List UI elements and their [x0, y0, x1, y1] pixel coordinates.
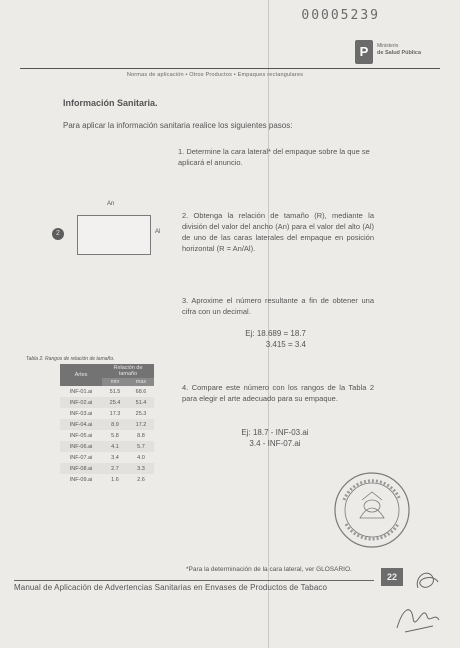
- table-row: [60, 419, 154, 430]
- table-row: [60, 397, 154, 408]
- step-3-example: [226, 328, 306, 350]
- package-diagram: [52, 195, 172, 265]
- cell-max: 3.3: [128, 463, 154, 474]
- signature-mark: [412, 566, 442, 596]
- step-4-example: [230, 427, 320, 449]
- cell-max: 2.6: [137, 476, 145, 483]
- table-row: [60, 474, 154, 485]
- logo-line-1: Ministerio: [377, 43, 399, 49]
- cell-max: 4.0: [137, 454, 145, 461]
- column-header-relacion: Relación de tamaño: [102, 364, 154, 378]
- cell-name: INF-07.ai: [69, 454, 93, 461]
- cell-min: 51.5: [109, 388, 121, 395]
- example-line: 3.4 - INF-07.ai: [249, 439, 301, 448]
- official-seal-stamp: [332, 470, 412, 550]
- cell-min: 5.8: [111, 432, 119, 439]
- column-header-artes: Artes: [60, 364, 102, 386]
- cell-name: INF-03.ai: [69, 410, 93, 417]
- cell-name: INF-08.ai: [60, 463, 102, 474]
- logo-mark-icon: P: [355, 40, 373, 64]
- cell-max: 51.4: [128, 397, 154, 408]
- footer-divider: [14, 580, 374, 581]
- cell-min: 2.7: [102, 463, 128, 474]
- cell-name: INF-06.ai: [60, 441, 102, 452]
- height-label: Al: [155, 229, 161, 235]
- step-3-text: 3. Aproxime el número resultante a fin de obtener una cifra con un decimal.: [182, 296, 374, 316]
- package-face-rectangle: [77, 215, 151, 255]
- example-line: Ej: 18.689 = 18.7: [245, 329, 306, 338]
- column-header-min: min: [102, 378, 128, 386]
- page-fold-line: [268, 0, 269, 648]
- table-row: [60, 441, 154, 452]
- table-row: [60, 463, 154, 474]
- step-bullet-icon: 2: [52, 228, 64, 240]
- cell-min: 25.4: [102, 397, 128, 408]
- logo-line-2: de Salud Pública: [377, 50, 422, 56]
- footnote: *Para la determinación de la cara lateral, ver GLOSARIO.: [186, 566, 352, 573]
- logo-text: [377, 43, 421, 57]
- table-caption: Tabla 2. Rangos de relación de tamaño.: [26, 356, 115, 362]
- cell-max: 8.8: [137, 432, 145, 439]
- handwritten-signature: [393, 598, 443, 638]
- table-row: [60, 408, 154, 419]
- ministry-logo: [355, 40, 455, 66]
- table-row: [60, 430, 154, 441]
- table-row: [60, 452, 154, 463]
- section-title: Información Sanitaria.: [63, 98, 158, 108]
- manual-title: Manual de Aplicación de Advertencias Sanitarias en Envases de Productos de Tabaco: [14, 583, 328, 592]
- cell-min: 1.6: [111, 476, 119, 483]
- ranges-table: [60, 364, 154, 485]
- cell-name: INF-09.ai: [69, 476, 93, 483]
- header-divider: [20, 68, 440, 69]
- section-intro: Para aplicar la información sanitaria realice los siguientes pasos:: [63, 121, 293, 130]
- cell-min: 8.9: [102, 419, 128, 430]
- cell-max: 68.6: [135, 388, 147, 395]
- column-header-max: max: [128, 378, 154, 386]
- cell-name: INF-01.ai: [69, 388, 93, 395]
- table-row: [60, 386, 154, 397]
- cell-max: 17.2: [128, 419, 154, 430]
- example-line: Ej: 18.7 - INF-03.ai: [241, 428, 309, 437]
- cell-name: INF-05.ai: [69, 432, 93, 439]
- document-number: 00005239: [301, 8, 380, 23]
- cell-min: 3.4: [111, 454, 119, 461]
- cell-name: INF-04.ai: [60, 419, 102, 430]
- breadcrumb: Normas de aplicación • Otros Productos • Empaques rectangulares: [126, 72, 304, 78]
- cell-min: 17.3: [109, 410, 121, 417]
- example-line: 3.415 = 3.4: [265, 340, 306, 349]
- step-1-text: 1. Determine la cara lateral* del empaque sobre la que se aplicará el anuncio.: [178, 147, 370, 167]
- cell-max: 5.7: [128, 441, 154, 452]
- cell-min: 4.1: [102, 441, 128, 452]
- page-number: 22: [381, 568, 403, 586]
- step-4-text: 4. Compare este número con los rangos de la Tabla 2 para elegir el arte adecuado para su empaque.: [182, 383, 374, 403]
- width-label: An: [107, 201, 115, 207]
- cell-name: INF-02.ai: [60, 397, 102, 408]
- step-2-text: 2. Obtenga la relación de tamaño (R), mediante la división del valor del ancho (An) para el valor del alto (Al) de uno de las caras laterales del empaque en posición horizontal (R = An/Al).: [182, 211, 374, 253]
- cell-max: 25.3: [135, 410, 147, 417]
